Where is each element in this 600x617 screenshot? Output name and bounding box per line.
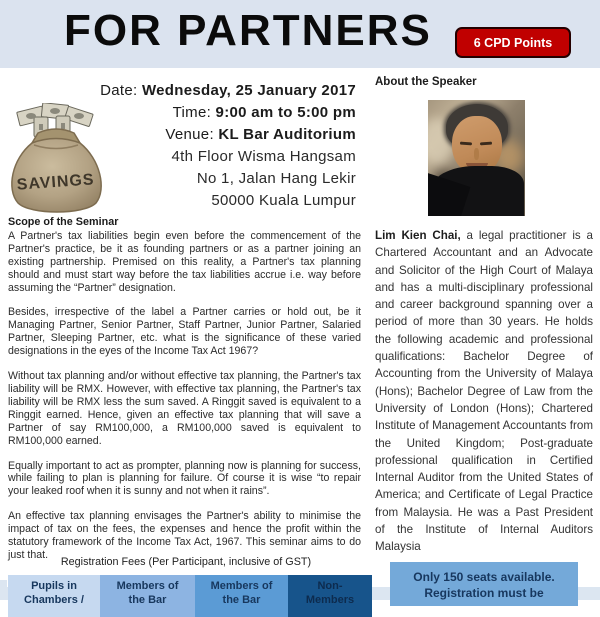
fees-title: Registration Fees (Per Participant, inclusive of GST) xyxy=(60,556,312,568)
venue-address-line: 50000 Kuala Lumpur xyxy=(211,192,356,209)
speaker-bio: Lim Kien Chai, a legal practitioner is a Chartered Accountant and an Advocate and Solicitor of the High Court of Malaya and has a multi-disciplinary professional and career background spanning over a period of more than 30 years. He holds the following academic and professional qualifications: Bachelor Degree of Accounting from the University of Malaya (Hons); Bachelor Degree of Law from the University of London (Hons); Chartered Institute of Management Accountants from the United Kingdom; Post-graduate professional qualification in Certified Internal Auditor from the United States of America; and Certificate of Legal Practice from Malaysia. He was a Past President of the Institute of Internal Auditors Malaysia xyxy=(375,229,593,554)
venue-address-line: No 1, Jalan Hang Lekir xyxy=(196,170,356,187)
event-date: Date: Wednesday, 25 January 2017 xyxy=(100,82,356,99)
event-venue: Venue: KL Bar Auditorium xyxy=(165,126,356,143)
speaker-photo xyxy=(428,100,525,216)
fees-table-header xyxy=(8,575,372,617)
scope-heading: Scope of the Seminar xyxy=(8,216,119,228)
title-banner xyxy=(0,0,600,68)
seats-availability-box: Only 150 seats available. Registration must be xyxy=(390,562,578,606)
fees-column-non-members: Non- Members xyxy=(288,575,372,617)
event-time: Time: 9:00 am to 5:00 pm xyxy=(172,104,356,121)
scope-paragraph: Equally important to act as prompter, planning now is planning for success, while failing to plan is planning for failure. Of course it is wise “to repair your leaked roof when it is sunny and not when it rains”. xyxy=(8,459,361,498)
venue-address-line: 4th Floor Wisma Hangsam xyxy=(171,148,356,165)
speaker-heading: About the Speaker xyxy=(375,76,477,88)
speaker-name: Lim Kien Chai, xyxy=(375,229,461,242)
fees-column-members-2: Members of the Bar xyxy=(195,575,288,617)
bottom-stripe-left xyxy=(0,580,7,600)
event-details xyxy=(0,80,356,212)
svg-text:SAVINGS: SAVINGS xyxy=(16,171,96,194)
scope-paragraph: Without tax planning and/or without effective tax planning, the Partner's tax liability will be RMX. However, with effective tax planning, the Partner's tax liability will be RMX less the sum saved. A Ringgit saved is equivalent to a Ringgit earned. Hence, given an effective tax planning that will save a Partner of say RM100,000, a RM100,000 saved is equivalent to RM100,000 earned. xyxy=(8,370,361,447)
page-title: FOR PARTNERS xyxy=(64,6,432,55)
scope-paragraph: An effective tax planning envisages the Partner's ability to minimise the impact of tax on the fees, the expenses and hence the profit within the statutory framework of the Income Tax Act, 1967. This seminar aims to do just that. xyxy=(8,510,361,561)
scope-section xyxy=(8,216,361,574)
scope-paragraph: Besides, irrespective of the label a Partner carries or hold out, be it Managing Partner, Senior Partner, Staff Partner, Junior Partner, Salaried Partner, Sleeping Partner, etc. what is the significance of these varied designations in the eyes of the Income Tax Act 1967? xyxy=(8,306,361,358)
cpd-points-badge: 6 CPD Points xyxy=(455,27,571,58)
fees-column-members-1: Members of the Bar xyxy=(100,575,195,617)
fees-column-pupils: Pupils in Chambers / xyxy=(8,575,100,617)
scope-paragraph: A Partner's tax liabilities begin even before the commencement of the Partner's practice, be it as founding partners or as a partner joining an existing partnership. Premised on this reality, a Partner's tax planning should and must start way before the tax liabilities accrue i.e. way before assuming the “Partner” designation. xyxy=(8,229,361,294)
